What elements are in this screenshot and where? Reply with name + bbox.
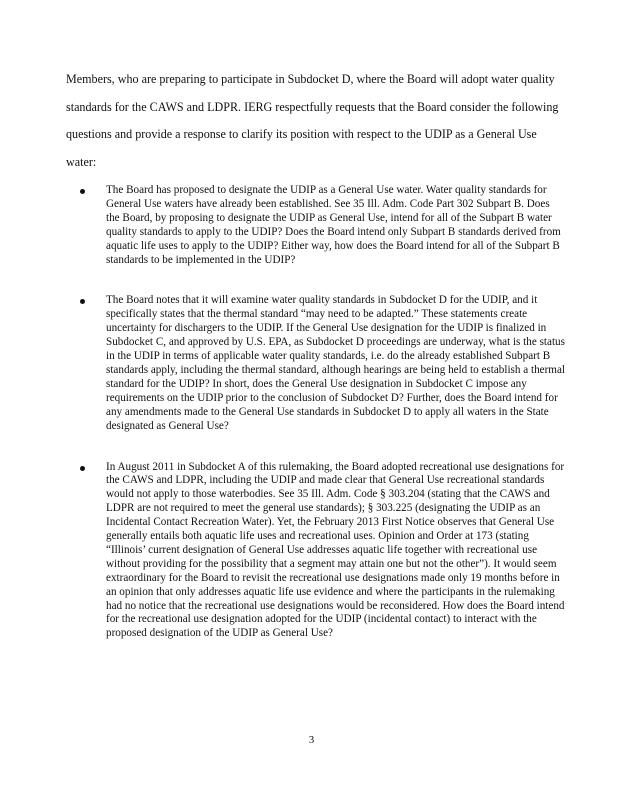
bullet-icon <box>80 299 85 304</box>
question-text: The Board notes that it will examine water quality standards in Subdocket D for the UDIP, and it specifically states that the thermal standard “may need to be adapted.” These statements create uncertainty for dischargers to the UDIP. If the General Use designation for the UDIP is finalized in Subdocket C, and approved by U.S. EPA, as Subdocket D proceedings are underway, what is the status in the UDIP in terms of applicable water quality standards, i.e. do the already established Subpart B standards apply, including the thermal standard, although hearings are being held to establish a thermal standard for the UDIP? In short, does the General Use designation in Subdocket C impose any requirements on the UDIP prior to the conclusion of Subdocket D? Further, does the Board intend for any amendments made to the General Use standards in Subdocket D to apply all waters in the State designated as General Use? <box>106 294 566 432</box>
question-item <box>66 294 566 433</box>
question-text: In August 2011 in Subdocket A of this rulemaking, the Board adopted recreational use designations for the CAWS and LDPR, including the UDIP and made clear that General Use recreational standards would not apply to those waterbodies. See 35 Ill. Adm. Code § 303.204 (stating that the CAWS and LDPR are not required to meet the general use standards); § 303.225 (designating the UDIP as an Incidental Contact Recreation Water). Yet, the February 2013 First Notice observes that General Use generally entails both aquatic life uses and recreational uses. Opinion and Order at 173 (stating “Illinois’ current designation of General Use addresses aquatic life together with recreational use without providing for the possibility that a segment may attain one but not the other”). It would seem extraordinary for the Board to revisit the recreational use designations made only 19 months before in an opinion that only addresses aquatic life use evidence and where the participants in the rulemaking had no notice that the recreational use designations would be reconsidered. How does the Board intend for the recreational use designation adopted for the UDIP (incidental contact) to interact with the proposed designation of the UDIP as General Use? <box>106 460 565 640</box>
question-list <box>66 184 566 668</box>
question-item <box>66 184 566 267</box>
bullet-icon <box>80 466 85 471</box>
page-number: 3 <box>308 734 315 746</box>
question-item <box>66 461 566 642</box>
intro-paragraph: Members, who are preparing to participate in Subdocket D, where the Board will adopt water quality standards for the CAWS and LDPR. IERG respectfully requests that the Board consider the following questions and provide a response to clarify its position with respect to the UDIP as a General Use water: <box>66 72 559 170</box>
question-text: The Board has proposed to designate the UDIP as a General Use water. Water quality standards for General Use waters have already been established. See 35 Ill. Adm. Code Part 302 Subpart B. Does the Board, by proposing to designate the UDIP as General Use, intend for all of the Subpart B water quality standards to apply to the UDIP? Does the Board intend only Subpart B standards derived from aquatic life uses to apply to the UDIP? Either way, how does the Board intend for all of the Subpart B standards to be implemented in the UDIP? <box>106 184 561 266</box>
bullet-icon <box>80 189 85 194</box>
